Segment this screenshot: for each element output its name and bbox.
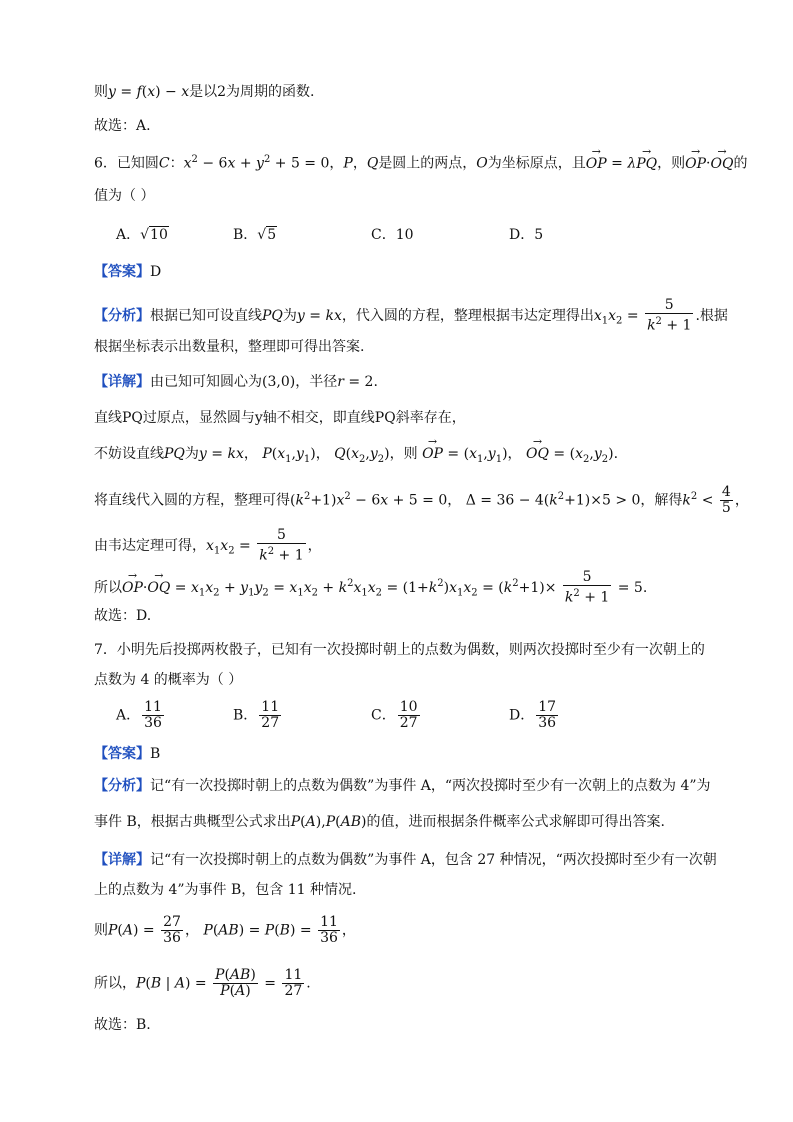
option-value: 10: [395, 227, 414, 243]
answer-value: B: [150, 746, 161, 762]
denominator: 36: [144, 715, 162, 731]
q7-option-d: [509, 700, 560, 731]
text: 由韦达定理可得，: [94, 537, 206, 554]
q6-detail-line3: 不妨设直线PQ为y = kx， $P(x_1,y_1)$， $Q(x_2,y_2)$，则 → OP = $(x_1,y_1)$， → OQ = $(x_2,y_2)$.: [94, 444, 733, 470]
math-expr: x: [147, 84, 156, 100]
text: 为: [184, 446, 199, 462]
q7-answer: [94, 744, 733, 764]
text: 记“有一次投掷时朝上的点数为偶数”为事件 A，包含 27 种情况，“两次投掷时至少有一次朝: [150, 852, 717, 868]
numerator: 11: [144, 699, 162, 715]
text: 则: [94, 922, 108, 939]
text: 是以2为周期的函数.: [189, 84, 315, 100]
text: ，代入圆的方程，整理根据韦达定理得出: [341, 307, 594, 324]
fraction: [142, 700, 164, 731]
q6-answer: [94, 262, 733, 282]
option-letter: C．: [371, 707, 396, 724]
text: 的值，进而根据条件概率公式求解即可得出答案.: [366, 814, 665, 830]
fraction: [398, 700, 420, 731]
fraction: $\frac{27}{36}$: [163, 914, 181, 946]
option-letter: B．: [233, 707, 258, 724]
q6-detail-line6: 所以→ OP·→ OQ = $x_1x_2 + y_1y_2 = x_1x_2 + k^2x_1x_2 = (1+k^2)x_1x_2 = (k^2+1)\times$ $\frac{5}{k^2 + 1}$ = 5.: [94, 570, 733, 606]
text: 将直线代入圆的方程，整理可得: [94, 492, 290, 509]
denominator: 36: [538, 715, 557, 731]
math-expr: x: [183, 155, 192, 172]
text: ，: [329, 155, 344, 172]
text: 为: [282, 307, 297, 324]
math-expr: x: [181, 84, 190, 100]
q6-analysis-line1: 【分析】根据已知可设直线PQ为y = kx，代入圆的方程，整理根据韦达定理得出$x_1x_2$ = $\frac{5}{k^2 + 1}$ .根据: [94, 297, 728, 334]
text: 不妨设直线: [94, 446, 164, 462]
q7-detail-line4: 所以，P(B | A) = $\frac{P(AB)}{P(A)}$ = $\frac{11}{27}$ .: [94, 967, 311, 999]
q6-detail-line1: 【详解】由已知可知圆心为(3,0)，半径r = 2.: [94, 374, 378, 390]
option-value: 5: [534, 227, 544, 243]
text: 是圆上的两点，: [378, 155, 477, 172]
fraction: $\frac{5}{k^2 + 1}$: [259, 527, 304, 564]
q6-option-c: [371, 225, 414, 245]
fraction: $\frac{5}{k^2 + 1}$: [647, 297, 692, 334]
q7-detail-line1: [94, 850, 733, 870]
text: 为坐标原点，且: [487, 155, 586, 172]
q7-analysis-line1: [94, 776, 733, 796]
text: 的: [733, 155, 748, 172]
text: ，解得: [640, 492, 683, 509]
text: 已知圆: [116, 155, 159, 172]
numerator: 11: [261, 699, 280, 715]
math-expr: C: [158, 155, 170, 172]
q7-stem-line2: 点数为 4 的概率为（ ）: [94, 672, 243, 688]
text: ，半径: [295, 374, 338, 390]
q6-detail-line4: 将直线代入圆的方程，整理可得$(k^2+1)x^2 - 6x + 5 = 0$， $\Delta = 36 - 4(k^2+1)\times 5 > 0$，解得$k^2$ < $\frac{4}{5}$ ，: [94, 484, 749, 516]
numerator: 10: [399, 699, 418, 715]
fraction: [536, 700, 558, 731]
q6-option-d: [509, 225, 543, 245]
math-expr: y: [108, 84, 116, 100]
math-expr: f: [136, 84, 142, 100]
text: ，则: [657, 155, 686, 172]
q6-stem-line2: 值为（ ）: [94, 188, 155, 204]
q6-detail-line5: 由韦达定理可得，$x_1x_2$ = $\frac{5}{k^2 + 1}$ ，: [94, 527, 322, 564]
fraction: $\frac{P(AB)}{P(A)}$: [215, 967, 256, 999]
detail-tag: 【详解】: [94, 374, 150, 390]
fraction: $\frac{4}{5}$: [721, 484, 731, 516]
text: 根据已知可设直线: [150, 307, 262, 324]
fraction: $\frac{11}{36}$: [320, 914, 338, 946]
fraction: $\frac{11}{27}$: [284, 967, 303, 999]
option-value: 5: [267, 227, 277, 243]
fraction: $\frac{5}{k^2 + 1}$: [564, 569, 610, 606]
q7-option-c: [371, 700, 422, 731]
q7-option-b: [233, 700, 283, 731]
detail-tag: 【详解】: [94, 852, 150, 868]
fraction: [259, 700, 281, 731]
text: ，: [243, 446, 258, 462]
q7-stem-line1: [94, 640, 733, 660]
text: 所以，: [94, 975, 136, 992]
q7-detail-line2: 上的点数为 4”为事件 B，包含 11 种情况.: [94, 882, 357, 898]
text: 则: [94, 84, 108, 100]
prev-choose: 故选：A.: [94, 118, 151, 134]
option-letter: A．: [116, 227, 141, 243]
denominator: 27: [261, 715, 280, 731]
q6-stem-line1: 6．已知圆C：$x^2 - 6x + y^2 + 5 = 0$，P，Q是圆上的两点，O为坐标原点，且→ OP = λ→ PQ，则→ OP·→ OQ的: [94, 150, 733, 174]
option-letter: B．: [233, 227, 258, 243]
text: 小明先后投掷两枚骰子，已知有一次投掷时朝上的点数为偶数，则两次投掷时至少有一次朝上的: [116, 642, 705, 658]
question-number: 6．: [94, 155, 117, 172]
text: 事件 B，根据古典概型公式求出: [94, 814, 291, 830]
numerator: 17: [538, 699, 557, 715]
question-number: 7．: [94, 642, 117, 658]
text: 所以: [94, 579, 122, 596]
answer-tag: 【答案】: [94, 264, 150, 280]
text: .根据: [695, 307, 728, 324]
analysis-tag: 【分析】: [94, 307, 150, 324]
q6-detail-line2: 直线PQ过原点，显然圆与y轴不相交，即直线PQ斜率存在，: [94, 410, 466, 426]
text: 由已知可知圆心为: [150, 374, 262, 390]
q7-detail-line3: 则P(A) = $\frac{27}{36}$ ， P(AB) = P(B) = $\frac{11}{36}$ ，: [94, 914, 356, 946]
text: 记“有一次投掷时朝上的点数为偶数”为事件 A，“两次投掷时至少有一次朝上的点数为 4”为: [150, 778, 711, 794]
denominator: 27: [399, 715, 418, 731]
option-value: 10: [150, 227, 168, 243]
q6-choose: 故选：D.: [94, 608, 152, 624]
q7-choose: 故选：B.: [94, 1017, 151, 1033]
answer-value: D: [150, 264, 162, 280]
q7-analysis-line2: 事件 B，根据古典概型公式求出P(A),P(AB)的值，进而根据条件概率公式求解即可得出答案.: [94, 814, 665, 830]
option-letter: A．: [116, 707, 141, 724]
q6-option-a: A．√10: [116, 227, 168, 243]
prev-conclusion: 则y = f(x) − x是以2为周期的函数.: [94, 84, 315, 100]
option-letter: C．: [371, 227, 396, 243]
q6-option-b: B．√5: [233, 227, 277, 243]
option-letter: D．: [509, 227, 535, 243]
analysis-tag: 【分析】: [94, 778, 150, 794]
q7-option-a: [116, 700, 166, 731]
answer-tag: 【答案】: [94, 746, 150, 762]
q6-analysis-line2: 根据坐标表示出数量积，整理即可得出答案.: [94, 339, 365, 355]
option-letter: D．: [509, 707, 535, 724]
